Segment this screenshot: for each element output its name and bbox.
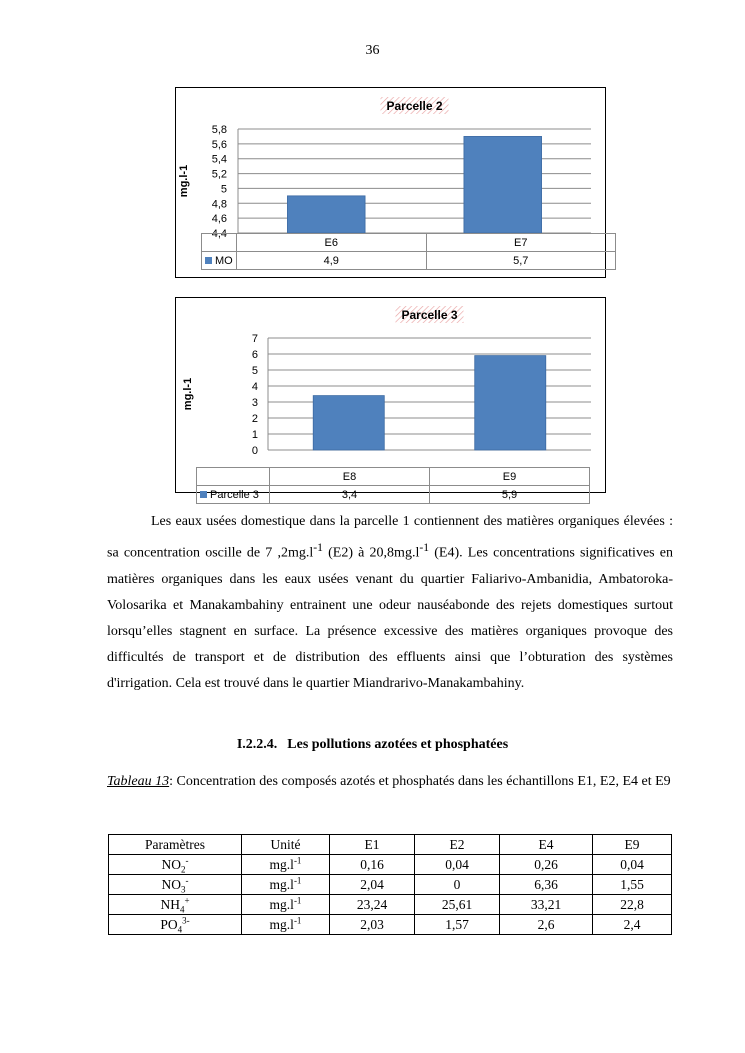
chart-title: Parcelle 3 xyxy=(401,308,458,322)
bar-E9 xyxy=(475,356,546,450)
table-row xyxy=(109,875,672,895)
parameter-cell xyxy=(109,855,242,875)
table-caption xyxy=(107,769,673,795)
value-cell: 33,21 xyxy=(500,895,593,915)
column-header: E4 xyxy=(500,835,593,855)
bar-E6 xyxy=(287,196,365,233)
value-cell: 0,04 xyxy=(415,855,500,875)
parameter-charge: - xyxy=(185,875,189,885)
category-label: E8 xyxy=(270,468,430,486)
value-cell: 25,61 xyxy=(415,895,500,915)
y-tick-label: 1 xyxy=(251,429,258,441)
value-cell: 0,04 xyxy=(593,855,672,875)
y-axis-label: mg.l-1 xyxy=(178,164,190,198)
paragraph-text: Les eaux usées domestique dans la parcelle 1 contiennent des matières organiques élevées : sa concentration oscille de 7 ,2mg.l xyxy=(107,514,673,561)
y-tick-label: 5 xyxy=(220,183,227,196)
unit-base: mg.l xyxy=(269,876,294,892)
y-tick-label: 5 xyxy=(251,365,258,377)
legend-entry xyxy=(202,252,237,270)
parameter-subscript: 4 xyxy=(179,904,185,915)
y-tick-label: 4,4 xyxy=(211,228,227,240)
legend-label: MO xyxy=(215,254,233,267)
data-value: 3,4 xyxy=(270,486,430,504)
caption-label: Tableau 13 xyxy=(107,774,170,789)
value-cell: 6,36 xyxy=(500,875,593,895)
value-cell: 1,55 xyxy=(593,875,672,895)
parameter-base: NO xyxy=(161,876,181,892)
y-axis-label: mg.l-1 xyxy=(182,377,194,411)
pollution-table xyxy=(108,834,672,935)
parameter-charge: 3- xyxy=(182,915,190,925)
y-tick-label: 5,8 xyxy=(211,124,227,136)
body-paragraph xyxy=(107,509,673,697)
parameter-charge: - xyxy=(185,855,189,865)
category-label: E7 xyxy=(426,234,616,252)
unit-base: mg.l xyxy=(269,896,294,912)
value-cell: 2,4 xyxy=(593,915,672,935)
page-number: 36 xyxy=(365,43,380,58)
section-number: I.2.2.4. xyxy=(236,737,278,752)
legend-swatch xyxy=(205,257,212,264)
y-tick-label: 5,4 xyxy=(211,153,227,166)
data-value: 5,9 xyxy=(430,486,590,504)
chart-parcelle-2-data-table xyxy=(201,233,616,270)
chart-parcelle-3 xyxy=(175,297,606,501)
unit-cell xyxy=(242,895,330,915)
unit-exponent: -1 xyxy=(293,855,302,865)
data-value: 5,7 xyxy=(426,252,616,270)
unit-exponent: -1 xyxy=(293,875,302,885)
bar-E8 xyxy=(313,396,384,450)
value-cell: 23,24 xyxy=(330,895,415,915)
bar-E7 xyxy=(464,136,542,233)
value-cell: 2,6 xyxy=(500,915,593,935)
parameter-base: PO xyxy=(160,916,178,932)
parameter-subscript: 2 xyxy=(181,864,186,875)
unit-exponent: -1 xyxy=(313,541,323,554)
unit-exponent: -1 xyxy=(293,915,302,925)
unit-cell xyxy=(242,915,330,935)
parameter-charge: + xyxy=(184,895,190,905)
value-cell: 2,04 xyxy=(330,875,415,895)
y-tick-label: 6 xyxy=(251,349,258,361)
data-table-corner xyxy=(202,234,237,252)
category-label: E9 xyxy=(430,468,590,486)
parameter-cell xyxy=(109,895,242,915)
legend-label: Parcelle 3 xyxy=(210,488,259,501)
unit-exponent: -1 xyxy=(293,895,302,905)
paragraph-text: (E4). Les concentrations significatives en matières organiques dans les eaux usées venant du quartier Faliarivo-Ambanidia, Ambatoroka-Volosarika et Manakambahiny entrainent une odeur nauséabonde des rejets domestiques surtout lorsqu’elles stagnent en surface. La présence excessive des matières organiques provoque des difficultés de transport et de distribution des effluents ainsi que l’obturation des systèmes d'irrigation. Cela est trouvé dans le quartier Miandrarivo-Manakambahiny. xyxy=(107,545,673,691)
column-header: E9 xyxy=(593,835,672,855)
column-header: E1 xyxy=(330,835,415,855)
unit-cell xyxy=(242,855,330,875)
chart-parcelle-2 xyxy=(175,87,606,278)
table-header-row xyxy=(109,835,672,855)
section-title: Les pollutions azotées et phosphatées xyxy=(287,737,509,752)
y-tick-label: 4 xyxy=(251,381,258,393)
value-cell: 22,8 xyxy=(593,895,672,915)
legend-swatch xyxy=(200,491,207,498)
value-cell: 0 xyxy=(415,875,500,895)
column-header: Unité xyxy=(242,835,330,855)
value-cell: 0,16 xyxy=(330,855,415,875)
unit-base: mg.l xyxy=(269,916,294,932)
legend-entry xyxy=(197,486,270,504)
y-tick-label: 3 xyxy=(251,397,258,409)
data-value: 4,9 xyxy=(237,252,427,270)
parameter-base: NH xyxy=(160,896,180,912)
value-cell: 1,57 xyxy=(415,915,500,935)
parameter-subscript: 4 xyxy=(177,924,183,935)
caption-text: : Concentration des composés azotés et phosphatés dans les échantillons E1, E2, E4 et E9 xyxy=(169,774,671,789)
parameter-base: NO xyxy=(161,856,181,872)
data-table-corner xyxy=(197,468,270,486)
y-tick-label: 0 xyxy=(251,445,258,457)
y-tick-label: 4,8 xyxy=(211,198,227,211)
y-tick-label: 4,6 xyxy=(211,213,227,226)
category-label: E6 xyxy=(237,234,427,252)
chart-title: Parcelle 2 xyxy=(386,99,443,113)
chart-parcelle-3-data-table xyxy=(196,467,590,504)
value-cell: 0,26 xyxy=(500,855,593,875)
value-cell: 2,03 xyxy=(330,915,415,935)
table-row xyxy=(109,915,672,935)
unit-exponent: -1 xyxy=(419,541,430,554)
column-header: Paramètres xyxy=(109,835,242,855)
y-tick-label: 5,2 xyxy=(211,168,227,181)
column-header: E2 xyxy=(415,835,500,855)
parameter-subscript: 3 xyxy=(181,884,186,895)
y-tick-label: 2 xyxy=(251,413,258,425)
unit-base: mg.l xyxy=(269,856,294,872)
unit-cell xyxy=(242,875,330,895)
chart-parcelle-3-svg xyxy=(176,298,605,492)
table-row xyxy=(109,895,672,915)
section-heading xyxy=(0,737,745,753)
table-row xyxy=(109,855,672,875)
y-tick-label: 7 xyxy=(251,333,258,345)
parameter-cell xyxy=(109,875,242,895)
y-tick-label: 5,6 xyxy=(211,138,227,151)
parameter-cell xyxy=(109,915,242,935)
paragraph-text: (E2) à 20,8mg.l xyxy=(322,545,420,561)
